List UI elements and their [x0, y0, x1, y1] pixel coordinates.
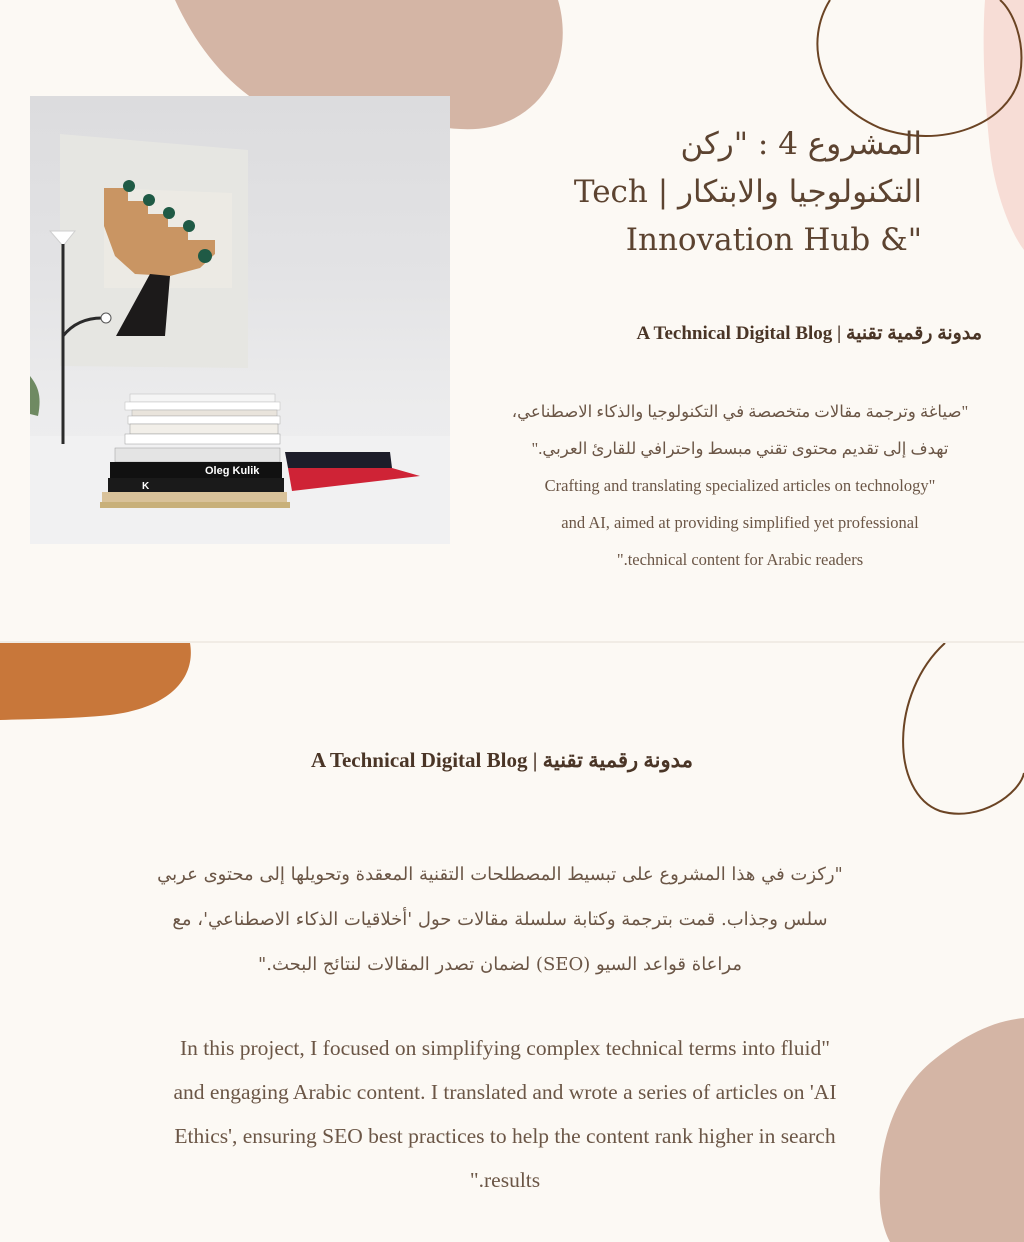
details-en-line-3: Ethics', ensuring SEO best practices to help the content rank higher in search — [174, 1124, 836, 1148]
book-spine-title: Oleg Kulik — [205, 465, 260, 477]
project-description — [470, 393, 1010, 578]
project-title — [502, 120, 922, 264]
details-subtitle: A Technical Digital Blog | مدونة رقمية تقنية — [311, 748, 693, 772]
details-ar-line-1: "ركزت في هذا المشروع على تبسيط المصطلحات التقنية المعقدة وتحويلها إلى محتوى عربي — [157, 864, 843, 885]
details-english-text — [90, 1026, 920, 1202]
project-title-line-1: المشروع 4 : "ركن — [680, 126, 922, 162]
description-line-ar-2: تهدف إلى تقديم محتوى تقني مبسط واحترافي للقارئ العربي." — [531, 439, 949, 458]
details-en-line-4: ".results — [469, 1168, 541, 1192]
description-line-en-3: ".technical content for Arabic readers — [616, 550, 864, 569]
project-photo — [30, 96, 450, 544]
details-en-line-2: and engaging Arabic content. I translated and wrote a series of articles on 'AI — [173, 1080, 837, 1104]
details-ar-line-2: سلس وجذاب. قمت بترجمة وكتابة سلسلة مقالات حول 'أخلاقيات الذكاء الاصطناعي'، مع — [172, 909, 828, 930]
details-ar-line-3: مراعاة قواعد السيو (SEO) لضمان تصدر المقالات لنتائج البحث." — [258, 954, 742, 975]
description-line-ar-1: "صياغة وترجمة مقالات متخصصة في التكنولوجيا والذكاء الاصطناعي، — [511, 402, 969, 421]
details-en-line-1: In this project, I focused on simplifying complex technical terms into fluid" — [179, 1036, 831, 1060]
description-line-en-2: and AI, aimed at providing simplified yet professional — [561, 513, 919, 532]
project-title-line-3: "& Innovation Hub — [625, 222, 922, 258]
description-line-en-1: Crafting and translating specialized articles on technology" — [544, 476, 936, 495]
project-title-line-2: التكنولوجيا والابتكار | Tech — [573, 174, 922, 210]
details-arabic-text — [90, 852, 910, 987]
book-spine-letter: K — [142, 481, 150, 492]
project-subtitle: A Technical Digital Blog | مدونة رقمية تقنية — [636, 323, 982, 344]
